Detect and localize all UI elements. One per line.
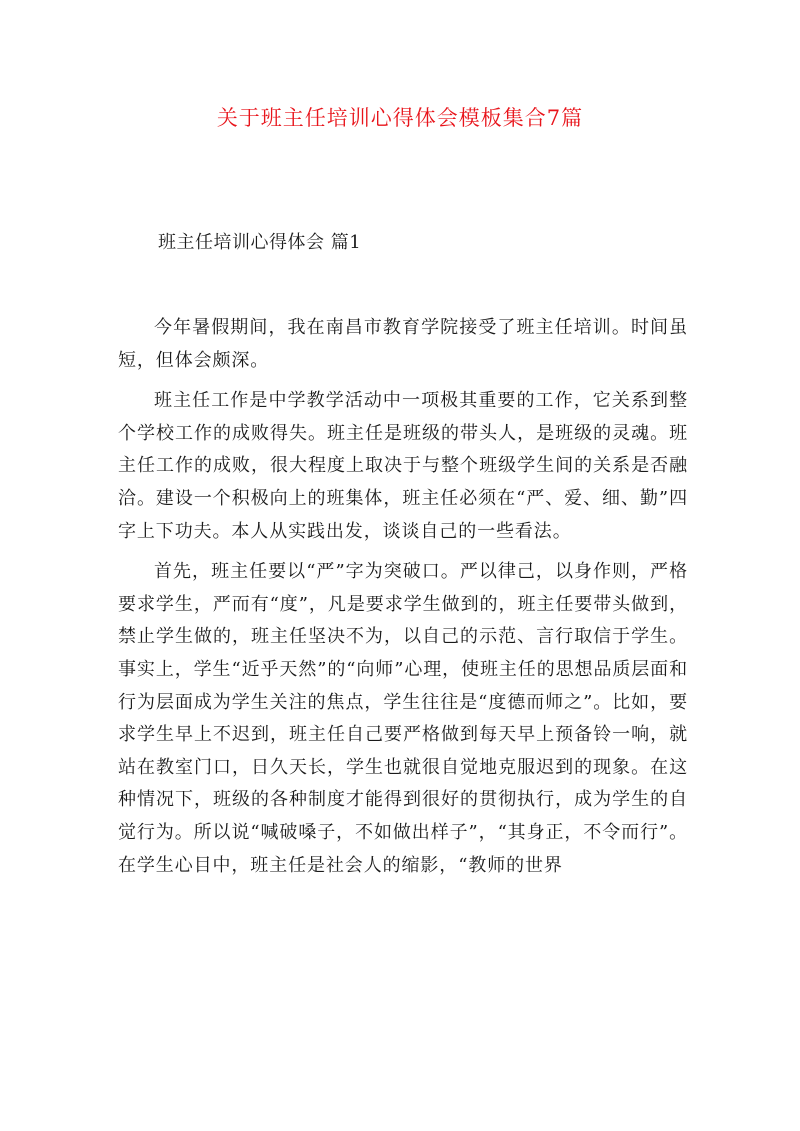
paragraph-3: 首先，班主任要以“严”字为突破口。严以律己，以身作则，严格要求学生，严而有“度”，凡是要求学生做到的，班主任要带头做到，禁止学生做的，班主任坚决不为，以自己的示范、言行取信于学生。事实上，学生“近乎天然”的“向师”心理，使班主任的思想品质层面和行为层面成为学生关注的焦点，学生往往是“度德而师之”。比如，要求学生早上不迟到，班主任自己要严格做到每天早上预备铃一响，就站在教室门口，日久天长，学生也就很自觉地克服迟到的现象。在这种情况下，班级的各种制度才能得到很好的贯彻执行，成为学生的自觉行为。所以说“喊破嗓子，不如做出样子”，“其身正，不令而行”。在学生心目中，班主任是社会人的缩影，“教师的世界 (118, 561, 688, 876)
paragraph-2: 班主任工作是中学教学活动中一项极其重要的工作，它关系到整个学校工作的成败得失。班主任是班级的带头人，是班级的灵魂。班主任工作的成败，很大程度上取决于与整个班级学生间的关系是否融洽。建设一个积极向上的班集体，班主任必须在“严、爱、细、勤”四字上下功夫。本人从实践出发，谈谈自己的一些看法。 (118, 390, 688, 542)
paragraph-1: 今年暑假期间，我在南昌市教育学院接受了班主任培训。时间虽短，但体会颇深。 (118, 317, 688, 371)
section-heading: 班主任培训心得体会 篇1 (158, 232, 362, 253)
document-title: 关于班主任培训心得体会模板集合7篇 (216, 106, 584, 130)
body-text (118, 312, 688, 890)
